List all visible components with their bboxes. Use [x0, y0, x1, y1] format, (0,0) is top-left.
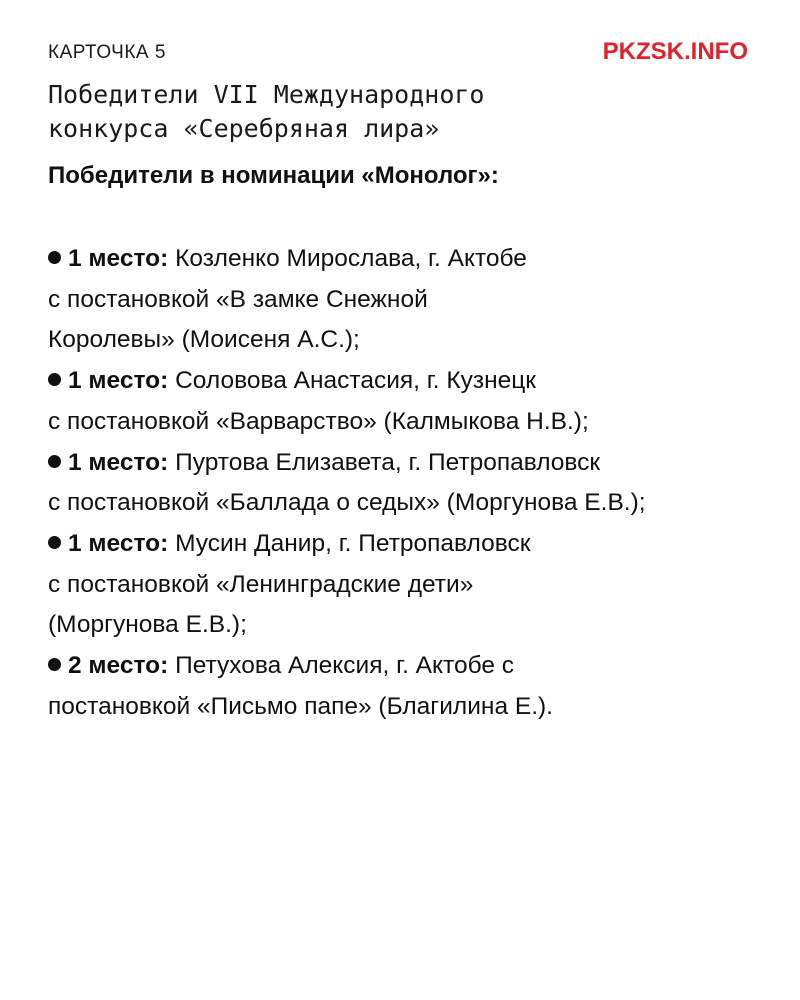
card-title-line: конкурса «Серебряная лира»	[48, 114, 440, 143]
winner-line: постановкой «Письмо папе» (Благилина Е.).	[48, 692, 553, 720]
card-title	[48, 78, 748, 146]
winner-text: Соловова Анастасия, г. Кузнецк	[168, 367, 536, 395]
winner-item	[48, 443, 768, 524]
winner-item	[48, 361, 768, 442]
winner-line	[48, 443, 768, 484]
winner-item	[48, 646, 768, 727]
winner-place: 1 место:	[68, 367, 169, 395]
card-title-line: Победители VII Международного	[48, 80, 485, 109]
winner-line	[48, 361, 768, 402]
card-number-label: КАРТОЧКА 5	[48, 42, 166, 63]
bullet-icon	[48, 251, 61, 264]
winner-text: Петухова Алексия, г. Актобе с	[168, 652, 515, 680]
winner-place: 1 место:	[68, 448, 169, 476]
winner-line	[48, 646, 768, 687]
bullet-icon	[48, 373, 61, 386]
site-logo: PKZSK.INFO	[602, 38, 748, 65]
winner-line	[48, 524, 768, 565]
nomination-heading: Победители в номинации «Монолог»:	[48, 162, 499, 189]
winner-line: с постановкой «Баллада о седых» (Моргунова Е.В.);	[48, 489, 646, 517]
winner-item	[48, 524, 768, 646]
winner-line	[48, 239, 768, 280]
winner-line: с постановкой «Варварство» (Калмыкова Н.В.);	[48, 407, 589, 435]
winners-list	[48, 239, 768, 727]
winner-line: с постановкой «Ленинградские дети»	[48, 570, 474, 598]
bullet-icon	[48, 536, 61, 549]
bullet-icon	[48, 455, 61, 468]
winner-line: (Моргунова Е.В.);	[48, 611, 247, 639]
winner-place: 1 место:	[68, 529, 169, 557]
winner-place: 1 место:	[68, 245, 169, 272]
winner-line: с постановкой «В замке Снежной	[48, 285, 428, 313]
winner-place: 2 место:	[68, 652, 169, 680]
bullet-icon	[48, 658, 61, 671]
winner-line: Королевы» (Моисеня А.С.);	[48, 326, 360, 354]
winner-item	[48, 239, 768, 361]
winner-text: Козленко Мирослава, г. Актобе	[168, 245, 527, 272]
winner-text: Пуртова Елизавета, г. Петропавловск	[168, 448, 601, 476]
winner-text: Мусин Данир, г. Петропавловск	[168, 529, 531, 557]
